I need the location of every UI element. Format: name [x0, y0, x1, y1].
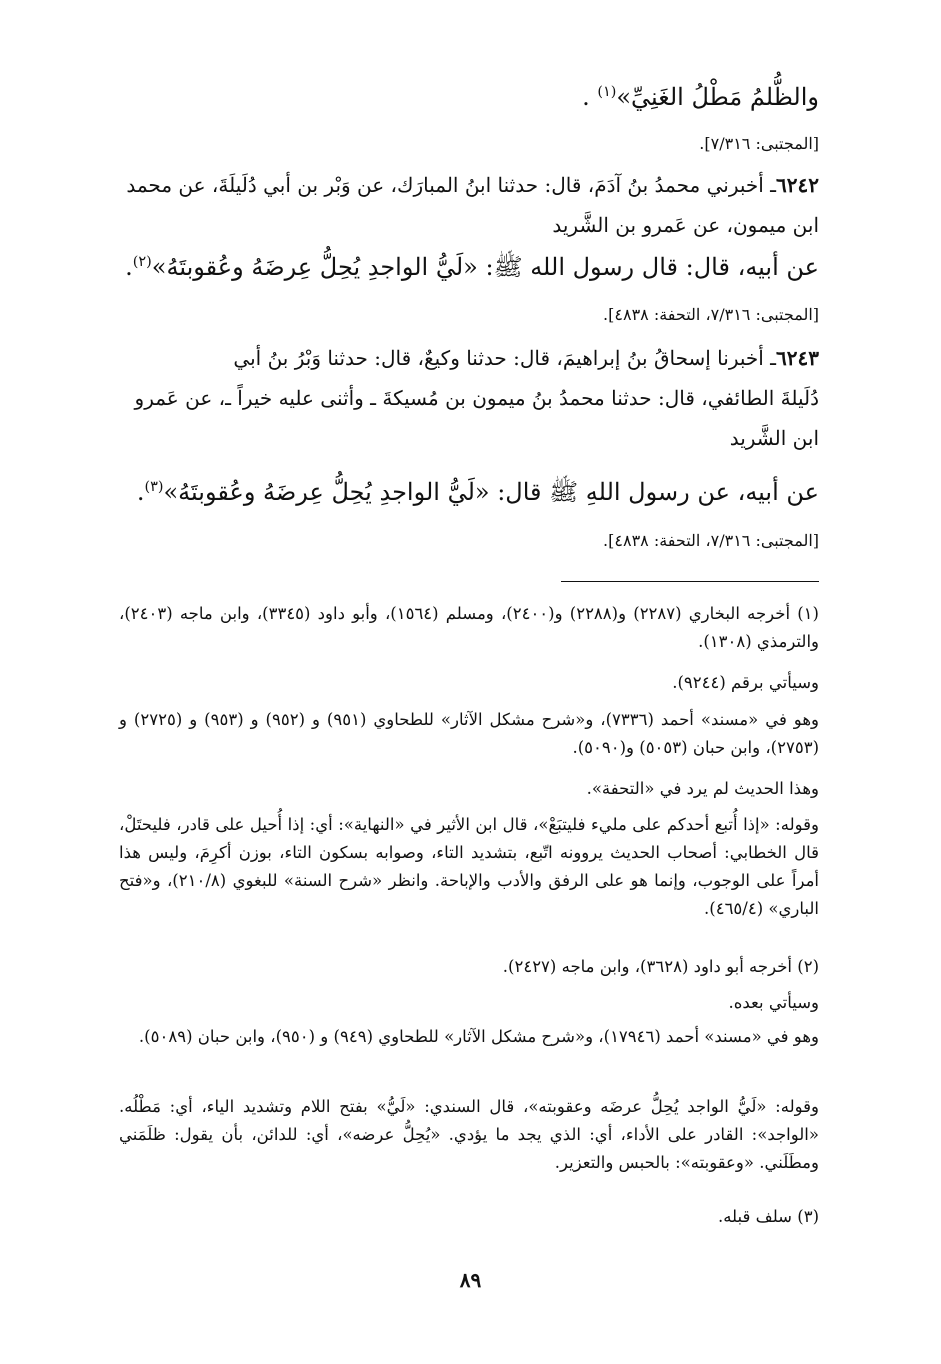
- matn-text: عن أبيه، عن رسول اللهِ ﷺ قال: «لَيُّ الواجدِ يُحِلُّ عِرضَهُ وعُقوبتَهُ»: [163, 478, 819, 506]
- hadith-number: ٦٢٤٣: [776, 346, 819, 370]
- isnad-continuation: ابن ميمون، عن عَمرو بن الشَّريد: [552, 213, 819, 237]
- isnad-text: ـ أخبرنا إسحاقُ بنُ إبراهيمَ، قال: حدثنا وكيعٌ، قال: حدثنا وَبْرُ بنُ أبي: [233, 346, 777, 370]
- footnote-marker[interactable]: (١): [597, 84, 617, 100]
- isnad-continuation: ابن الشَّريد: [729, 426, 819, 450]
- source-reference: [المجتبى: ٧/٣١٦].: [699, 134, 819, 153]
- matn-text: والظُّلمُ مَطْلُ الغَنِيِّ»: [616, 83, 819, 111]
- isnad-text: ـ أخبرني محمدُ بنُ آدَمَ، قال: حدثنا ابنُ المبارَك، عن وَبْر بن أبي دُلَيلَةَ، عن محمد: [126, 173, 777, 197]
- hadith-matn-6242: عن أبيه، قال: قال رسول الله ﷺ: «لَيُّ الواجدِ يُحِلُّ عِرضَهُ وعُقوبتَهُ»$^{(٢)}$.: [125, 253, 819, 281]
- footnote-marker[interactable]: (٣): [144, 479, 164, 495]
- hadith-matn-6243: عن أبيه، عن رسول اللهِ ﷺ قال: «لَيُّ الواجدِ يُحِلُّ عِرضَهُ وعُقوبتَهُ»$^{(٣)}$.: [136, 478, 819, 506]
- source-reference: [المجتبى: ٧/٣١٦، التحفة: ٤٨٣٨].: [603, 305, 819, 324]
- footnote-marker[interactable]: (٢): [132, 254, 152, 270]
- footnote-1-text: (١) أخرجه البخاري (٢٢٨٧) و(٢٢٨٨) و(٢٤٠٠)، ومسلم (١٥٦٤)، وأبو داود (٣٣٤٥)، وابن ماجه (٢٤٠٣)، والترمذي (١٣٠٨).: [119, 604, 819, 651]
- footnote-2-crossref: وسيأتي بعده.: [728, 993, 819, 1012]
- page-number: ٨٩: [459, 1268, 482, 1292]
- hadith-isnad-6242: [119, 170, 819, 200]
- footnote-separator: [561, 581, 819, 582]
- hadith-matn-end: والظُّلمُ مَطْلُ الغَنِيِّ»$^{(١)}$ .: [582, 83, 819, 111]
- hadith-isnad-6243: [119, 343, 819, 373]
- footnote-1-sources: وهو في «مسند» أحمد (٧٣٣٦)، و«شرح مشكل الآثار» للطحاوي (٩٥١) و (٩٥٢) و (٩٥٣) و (٢٧٢٥) و (٢٧٥٣)، وابن حبان (٥٠٥٣) و(٥٠٩٠).: [119, 710, 819, 757]
- footnote-2-sources: وهو في «مسند» أحمد (١٧٩٤٦)، و«شرح مشكل الآثار» للطحاوي (٩٤٩) و (٩٥٠)، وابن حبان (٥٠٨٩).: [138, 1027, 819, 1046]
- isnad-continuation: دُلَيلةَ الطائفي، قال: حدثنا محمدُ بنُ ميمون بن مُسيكةَ ـ وأثنى عليه خيراً ـ، عن عَمرو: [134, 386, 819, 410]
- footnote-1-crossref: وسيأتي برقم (٩٢٤٤).: [672, 673, 819, 692]
- source-reference: [المجتبى: ٧/٣١٦، التحفة: ٤٨٣٨].: [603, 531, 819, 550]
- footnote-2-explanation: وقوله: «لَيُّ الواجد يُحِلُّ عرضَه وعقوبته»، قال السندي: «لَيُّ» بفتح اللام وتشديد الياء، أي: مَطْلُه. «الواجد»: القادر على الأداء، أي: الذي يجد ما يؤدي. «يُحِلُّ عرضه»، أي: للدائن، بأن يقول: ظلَمَني ومطَلَني. «وعقوبته»: بالحبس والتعزير.: [119, 1097, 819, 1172]
- hadith-number: ٦٢٤٢: [776, 173, 819, 197]
- footnote-1-note: وهذا الحديث لم يرد في «التحفة».: [586, 779, 819, 798]
- footnote-3-text: (٣) سلف قبله.: [717, 1207, 819, 1226]
- matn-text: عن أبيه، قال: قال رسول الله ﷺ: «لَيُّ الواجدِ يُحِلُّ عِرضَهُ وعُقوبتَهُ»: [151, 253, 819, 281]
- footnote-2-text: (٢) أخرجه أبو داود (٣٦٢٨)، وابن ماجه (٢٤٢٧).: [502, 957, 819, 976]
- footnote-1-explanation: وقوله: «إذا أُتبع أحدكم على مليء فليتبَعْ»، قال ابن الأثير في «النهاية»: أي: إذا أُحيل على قادر، فليحتَلْ، قال الخطابي: أصحاب الحديث يروونه اتّبع، بتشديد التاء، وصوابه بسكون التاء، بوزن أكرِمَ، وليس هذا أمراً على الوجوب، وإنما هو على الرفق والأدب والإباحة. وانظر «شرح السنة» للبغوي (٢١٠/٨)، و«فتح الباري» (٤٦٥/٤).: [119, 815, 819, 918]
